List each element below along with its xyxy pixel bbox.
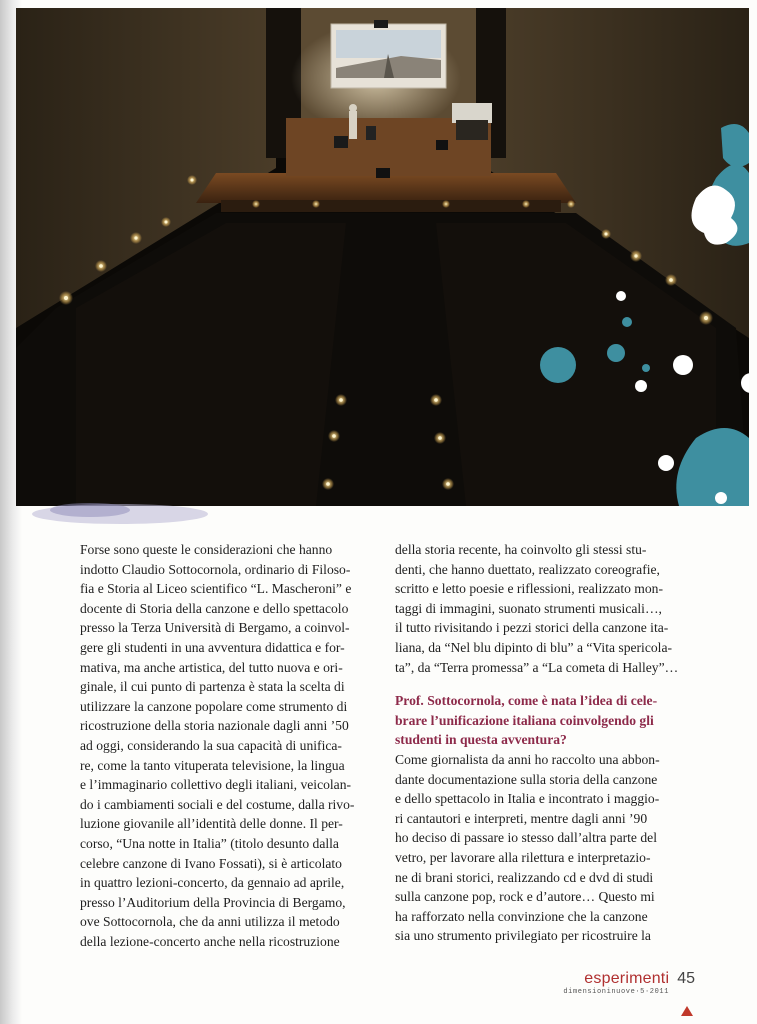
triangle-icon: [681, 1006, 693, 1016]
footer-magazine-issue: dimensioninuove·5·2011: [563, 988, 669, 996]
article-column-right: [395, 540, 695, 946]
article-paragraph-left: Forse sono queste le considerazioni che hanno indotto Claudio Sottocornola, ordinario di Filoso- fia e Storia al Liceo scientifico “L. Mascheroni” e docente di Storia della canzone e dello spettacolo presso la Terza Università di Bergamo, a coinvol- gere gli studenti in una avventura didattica e for- mativa, ma anche artistica, del tutto nuova e ori- ginale, il cui punto di partenza è stata la scelta di utilizzare la canzone popolare come strumento di ricostruzione della storia nazionale dagli anni ’50 ad oggi, considerando la sua capacità di unifica- re, come la tanto vituperata televisione, la lingua e l’immaginario collettivo degli italiani, veicolan- do i cambiamenti sociali e del costume, dalla rivo- luzione giovanile all’identità delle donne. Il per- corso, “Una notte in Italia” (titolo desunto dalla celebre canzone di Ivano Fossati), si è articolato in quattro lezioni-concerto, da gennaio ad aprile, presso l’Auditorium della Provincia di Bergamo, ove Sottocornola, che da anni utilizza il metodo della lezione-concerto anche nella ricostruzione: [80, 542, 355, 949]
article-column-left: [80, 540, 370, 951]
interview-answer: Come giornalista da anni ho raccolto una abbon- dante documentazione sulla storia della canzone e dello spettacolo in Italia e incontrato i maggio- ri cantautori e interpreti, mentre dagli anni ’90 ho deciso di passare io stesso dall’altra parte del vetro, per lavorare alla rilettura e interpretazio- ne di brani storici, realizzando cd e dvd di studi sulla canzone pop, rock e d’autore… Questo mi ha rafforzato nella convinzione che la canzone sia uno strumento privilegiato per ricostruire la: [395, 751, 660, 944]
footer-page-number: 45: [677, 970, 695, 987]
ink-smudge-decoration: [30, 500, 210, 540]
footer-section-name: esperimenti: [584, 970, 670, 987]
interview-question: Prof. Sottocornola, come è nata l’idea di cele- brare l’unificazione italiana coinvolgendo gli studenti in questa avventura?: [395, 693, 658, 748]
page-footer: [563, 970, 695, 996]
auditorium-photo: [16, 8, 749, 506]
article-paragraph-right-intro: della storia recente, ha coinvolto gli stessi stu- denti, che hanno duettato, realizzato coreografie, scritto e letto poesie e riflessioni, realizzato mon- taggi di immagini, suonato strumenti musicali…, il tutto rivisitando i pezzi storici della canzone ita- liana, da “Nel blu dipinto di blu” a “Vita spericola- ta”, da “Terra promessa” a “La cometa di Halley”…: [395, 542, 679, 675]
